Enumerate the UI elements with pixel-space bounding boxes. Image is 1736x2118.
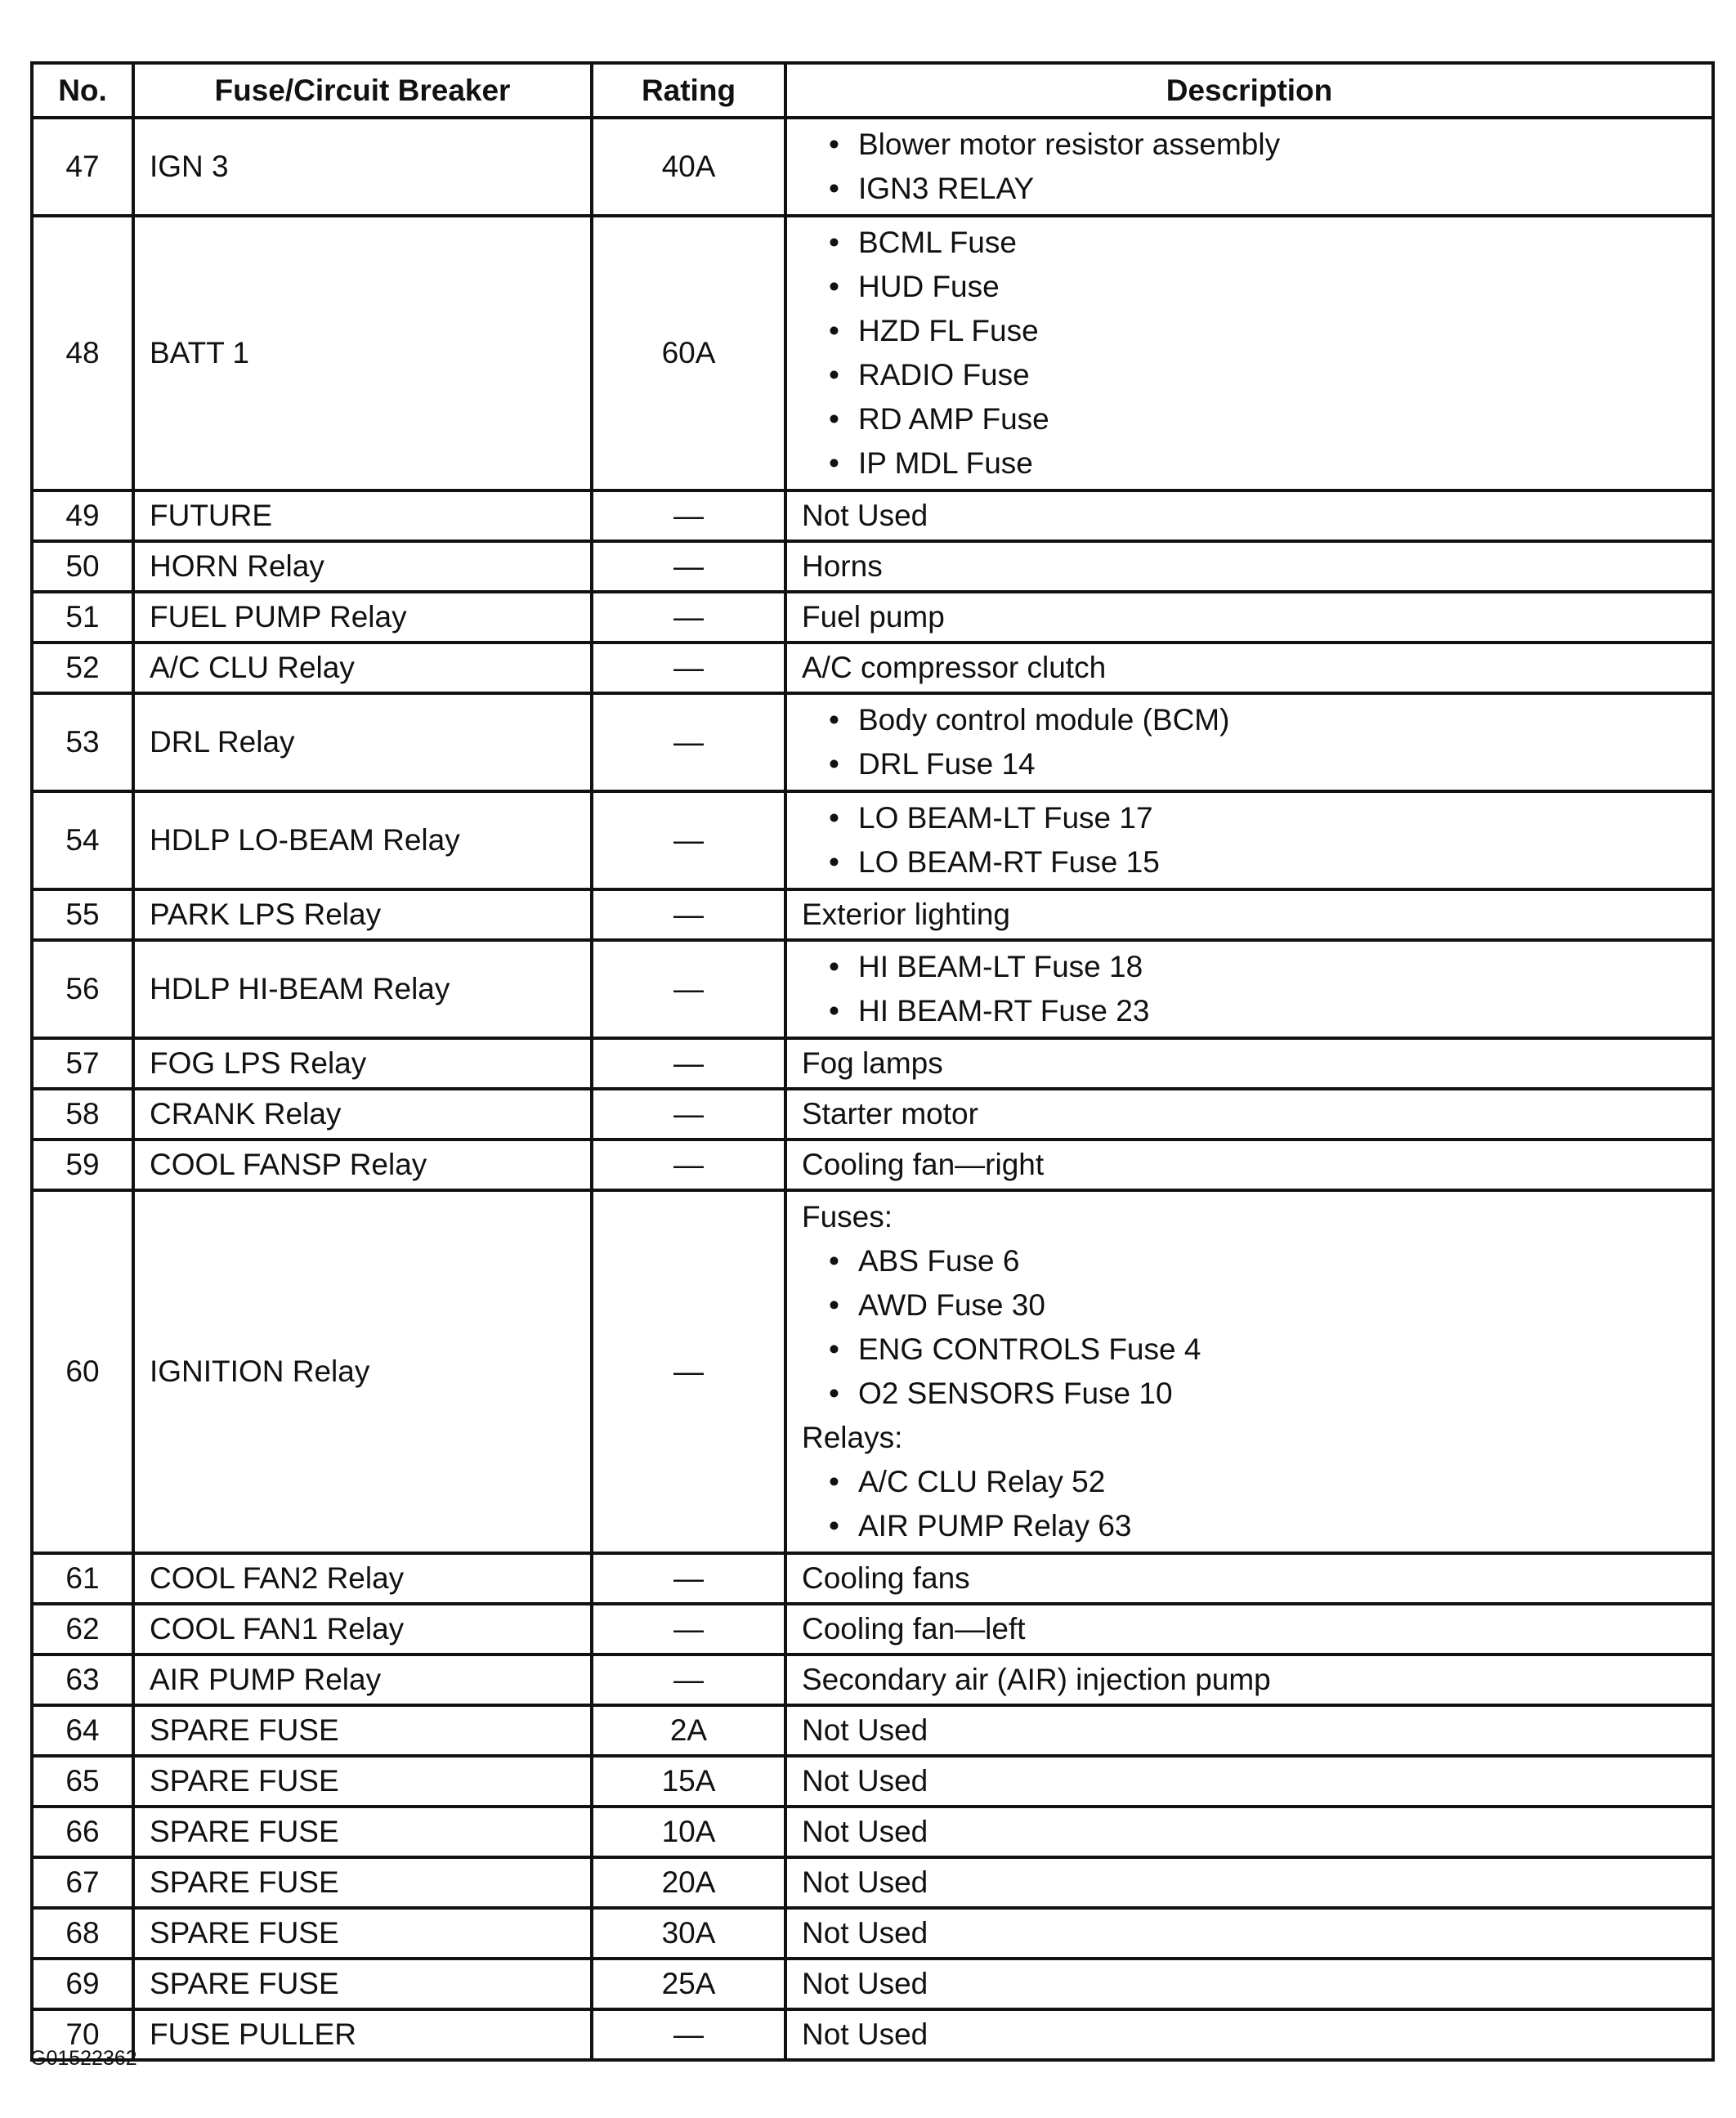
fuse-number: 62 [32, 1604, 133, 1655]
fuse-description: Cooling fan—right [785, 1140, 1713, 1190]
fuse-rating: — [592, 2009, 785, 2060]
fuse-name: AIR PUMP Relay [133, 1655, 592, 1705]
description-bullet-item: • HZD FL Fuse [829, 309, 1697, 353]
fuse-rating: — [592, 541, 785, 592]
fuse-rating: — [592, 1604, 785, 1655]
fuse-name: FOG LPS Relay [133, 1038, 592, 1089]
fuse-number: 50 [32, 541, 133, 592]
fuse-description: Not Used [785, 1857, 1713, 1908]
fuse-rating: — [592, 1190, 785, 1553]
table-row [32, 1553, 1713, 1604]
table-row [32, 1705, 1713, 1756]
fuse-description [785, 791, 1713, 889]
fuse-number: 51 [32, 592, 133, 643]
fuse-number: 47 [32, 118, 133, 216]
fuse-rating: — [592, 1038, 785, 1089]
fuse-number: 56 [32, 940, 133, 1038]
description-bullet-item: • RD AMP Fuse [829, 397, 1697, 441]
table-row [32, 940, 1713, 1038]
fuse-name: HORN Relay [133, 541, 592, 592]
description-bullet-item: • BCML Fuse [829, 221, 1697, 265]
header-fuse-circuit-breaker: Fuse/Circuit Breaker [133, 63, 592, 118]
fuse-number: 49 [32, 490, 133, 541]
table-row [32, 1756, 1713, 1807]
fuse-rating: — [592, 643, 785, 693]
description-bullet-item: • HI BEAM-LT Fuse 18 [829, 945, 1697, 989]
description-bullet-item: • Blower motor resistor assembly [829, 123, 1697, 167]
description-bullet-item: • RADIO Fuse [829, 353, 1697, 397]
fuse-description: Cooling fans [785, 1553, 1713, 1604]
fuse-description: Not Used [785, 1959, 1713, 2009]
table-row [32, 592, 1713, 643]
fuse-rating: — [592, 1089, 785, 1140]
fuse-number: 59 [32, 1140, 133, 1190]
fuse-number: 53 [32, 693, 133, 791]
fuse-name: HDLP LO-BEAM Relay [133, 791, 592, 889]
fuse-number: 63 [32, 1655, 133, 1705]
description-bullet-item: • LO BEAM-LT Fuse 17 [829, 796, 1697, 840]
fuse-number: 48 [32, 216, 133, 490]
table-row [32, 1655, 1713, 1705]
fuse-description [785, 118, 1713, 216]
fuse-relay-table [30, 61, 1715, 2062]
fuse-name: HDLP HI-BEAM Relay [133, 940, 592, 1038]
table-row [32, 1959, 1713, 2009]
fuse-name: SPARE FUSE [133, 1705, 592, 1756]
table-row [32, 643, 1713, 693]
description-bullet-item: • IP MDL Fuse [829, 441, 1697, 486]
description-bullet-list [802, 698, 1697, 786]
fuse-description: Starter motor [785, 1089, 1713, 1140]
header-no: No. [32, 63, 133, 118]
fuse-description: Horns [785, 541, 1713, 592]
fuse-number: 60 [32, 1190, 133, 1553]
figure-id: G01522362 [30, 2047, 137, 2070]
description-bullet-item: • DRL Fuse 14 [829, 742, 1697, 786]
fuse-description: Not Used [785, 1908, 1713, 1959]
fuse-name: IGNITION Relay [133, 1190, 592, 1553]
header-rating: Rating [592, 63, 785, 118]
table-row [32, 2009, 1713, 2060]
description-bullet-item: • ENG CONTROLS Fuse 4 [829, 1328, 1697, 1372]
description-bullet-list [802, 1460, 1697, 1548]
description-bullet-item: • AIR PUMP Relay 63 [829, 1504, 1697, 1548]
description-bullet-item: • ABS Fuse 6 [829, 1239, 1697, 1283]
fuse-number: 67 [32, 1857, 133, 1908]
table-row [32, 118, 1713, 216]
table-row [32, 1038, 1713, 1089]
table-row [32, 490, 1713, 541]
description-bullet-item: • O2 SENSORS Fuse 10 [829, 1372, 1697, 1416]
description-bullet-list [802, 221, 1697, 486]
fuse-description: Not Used [785, 1807, 1713, 1857]
fuse-number: 69 [32, 1959, 133, 2009]
fuse-number: 64 [32, 1705, 133, 1756]
fuse-description: Not Used [785, 1705, 1713, 1756]
table-row [32, 1857, 1713, 1908]
fuse-number: 66 [32, 1807, 133, 1857]
description-bullet-item: • Body control module (BCM) [829, 698, 1697, 742]
fuse-rating: 15A [592, 1756, 785, 1807]
fuse-name: IGN 3 [133, 118, 592, 216]
fuse-name: FUSE PULLER [133, 2009, 592, 2060]
fuse-rating: — [592, 592, 785, 643]
table-row [32, 889, 1713, 940]
fuse-name: COOL FAN2 Relay [133, 1553, 592, 1604]
table-row [32, 1140, 1713, 1190]
fuse-description: Cooling fan—left [785, 1604, 1713, 1655]
table-row [32, 216, 1713, 490]
fuse-description: Not Used [785, 490, 1713, 541]
fuse-rating: — [592, 791, 785, 889]
table-row [32, 1190, 1713, 1553]
table-row [32, 1604, 1713, 1655]
fuse-number: 55 [32, 889, 133, 940]
fuse-number: 52 [32, 643, 133, 693]
fuse-description: Not Used [785, 2009, 1713, 2060]
description-bullet-list [802, 945, 1697, 1033]
table-row [32, 791, 1713, 889]
fuse-name: SPARE FUSE [133, 1857, 592, 1908]
header-row [32, 63, 1713, 118]
fuse-number: 58 [32, 1089, 133, 1140]
fuse-name: SPARE FUSE [133, 1807, 592, 1857]
description-bullet-item: • IGN3 RELAY [829, 167, 1697, 211]
table-body [32, 118, 1713, 2060]
fuse-rating: — [592, 490, 785, 541]
description-group-label: Relays: [802, 1421, 903, 1454]
description-bullet-list [802, 123, 1697, 211]
fuse-number: 65 [32, 1756, 133, 1807]
fuse-description [785, 693, 1713, 791]
fuse-rating: — [592, 693, 785, 791]
fuse-name: BATT 1 [133, 216, 592, 490]
fuse-rating: — [592, 889, 785, 940]
fuse-description [785, 940, 1713, 1038]
fuse-description: Exterior lighting [785, 889, 1713, 940]
fuse-rating: 2A [592, 1705, 785, 1756]
description-bullet-item: • HUD Fuse [829, 265, 1697, 309]
fuse-description: Fuel pump [785, 592, 1713, 643]
fuse-description: Not Used [785, 1756, 1713, 1807]
fuse-name: COOL FANSP Relay [133, 1140, 592, 1190]
fuse-name: FUTURE [133, 490, 592, 541]
header-description: Description [785, 63, 1713, 118]
description-bullet-item: • HI BEAM-RT Fuse 23 [829, 989, 1697, 1033]
fuse-name: DRL Relay [133, 693, 592, 791]
fuse-number: 61 [32, 1553, 133, 1604]
fuse-name: SPARE FUSE [133, 1756, 592, 1807]
fuse-number: 54 [32, 791, 133, 889]
fuse-rating: 40A [592, 118, 785, 216]
fuse-rating: — [592, 1140, 785, 1190]
fuse-description: Fog lamps [785, 1038, 1713, 1089]
description-bullet-item: • AWD Fuse 30 [829, 1283, 1697, 1328]
description-bullet-list [802, 1239, 1697, 1416]
fuse-number: 70 [32, 2009, 133, 2060]
fuse-name: FUEL PUMP Relay [133, 592, 592, 643]
fuse-name: SPARE FUSE [133, 1908, 592, 1959]
description-bullet-list [802, 796, 1697, 884]
fuse-rating: 25A [592, 1959, 785, 2009]
fuse-description: Secondary air (AIR) injection pump [785, 1655, 1713, 1705]
table-header [32, 63, 1713, 118]
fuse-description [785, 216, 1713, 490]
fuse-name: PARK LPS Relay [133, 889, 592, 940]
table-row [32, 1089, 1713, 1140]
table-row [32, 1807, 1713, 1857]
description-bullet-item: • A/C CLU Relay 52 [829, 1460, 1697, 1504]
fuse-rating: 20A [592, 1857, 785, 1908]
fuse-number: 68 [32, 1908, 133, 1959]
fuse-description: A/C compressor clutch [785, 643, 1713, 693]
fuse-name: A/C CLU Relay [133, 643, 592, 693]
table-row [32, 693, 1713, 791]
fuse-name: CRANK Relay [133, 1089, 592, 1140]
fuse-rating: — [592, 1655, 785, 1705]
table-row [32, 1908, 1713, 1959]
fuse-name: SPARE FUSE [133, 1959, 592, 2009]
fuse-rating: — [592, 940, 785, 1038]
fuse-rating: 30A [592, 1908, 785, 1959]
fuse-rating: — [592, 1553, 785, 1604]
fuse-rating: 60A [592, 216, 785, 490]
table-row [32, 541, 1713, 592]
fuse-description [785, 1190, 1713, 1553]
fuse-name: COOL FAN1 Relay [133, 1604, 592, 1655]
fuse-number: 57 [32, 1038, 133, 1089]
description-bullet-item: • LO BEAM-RT Fuse 15 [829, 840, 1697, 884]
fuse-rating: 10A [592, 1807, 785, 1857]
description-group-label: Fuses: [802, 1200, 893, 1234]
